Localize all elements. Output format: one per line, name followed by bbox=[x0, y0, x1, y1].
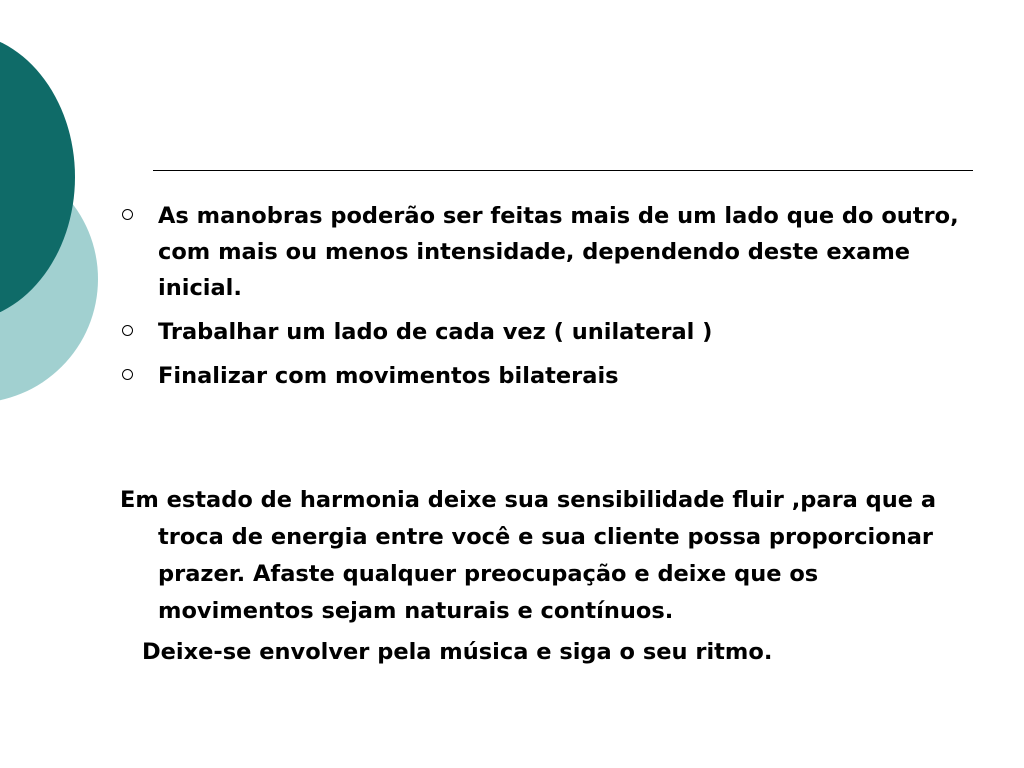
bullet-item bbox=[120, 314, 970, 350]
closing-line: Deixe-se envolver pela música e siga o seu ritmo. bbox=[142, 639, 773, 665]
bullet-text: As manobras poderão ser feitas mais de um lado que do outro, com mais ou menos intensidade, dependendo deste exame inicial. bbox=[158, 203, 959, 301]
hollow-circle-bullet-icon bbox=[122, 369, 133, 380]
bullet-list bbox=[120, 198, 970, 402]
hollow-circle-bullet-icon bbox=[122, 325, 133, 336]
hollow-circle-bullet-icon bbox=[122, 209, 133, 220]
bullet-text: Finalizar com movimentos bilaterais bbox=[158, 363, 619, 389]
bullet-text: Trabalhar um lado de cada vez ( unilateral ) bbox=[158, 319, 713, 345]
body-paragraph: Em estado de harmonia deixe sua sensibilidade fluir ,para que a troca de energia entre você e sua cliente possa proporcionar prazer. Afaste qualquer preocupação e deixe que os movimentos sejam naturais e contínuos. bbox=[120, 487, 937, 624]
bullet-item bbox=[120, 198, 970, 306]
title-divider bbox=[153, 170, 973, 171]
bullet-item bbox=[120, 358, 970, 394]
